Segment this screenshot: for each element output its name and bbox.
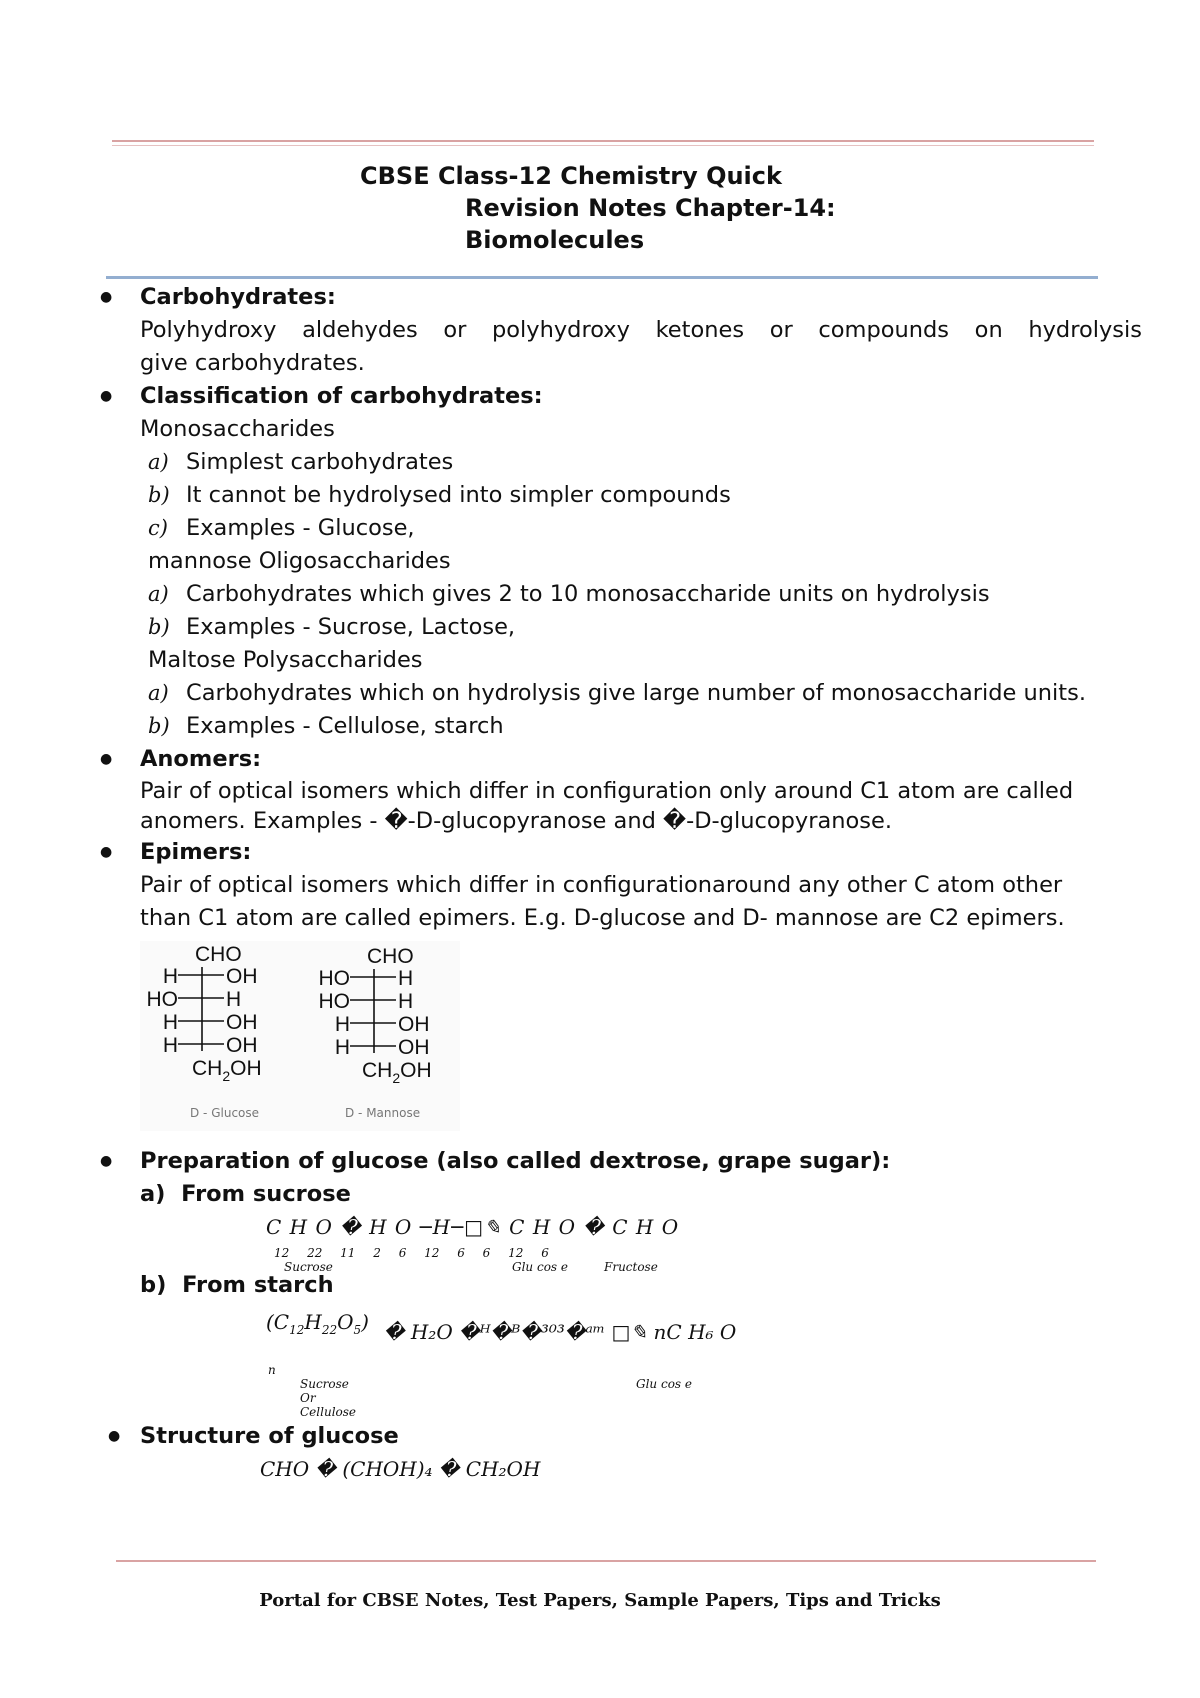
mannose-left-2: HO [318, 990, 350, 1013]
oligosaccharides-title: mannose Oligosaccharides [148, 548, 451, 574]
mannose-left-1: HO [318, 967, 350, 990]
sucrose-equation-formula: C H O � H O ─H─□✎ C H O � C H O [266, 1215, 680, 1239]
epimers-heading: ● Epimers: [140, 839, 252, 865]
monosaccharides-title: Monosaccharides [140, 416, 335, 442]
glucose-caption: D - Glucose [190, 1106, 260, 1120]
epimers-figure [140, 941, 460, 1131]
anomers-heading: ● Anomers: [140, 746, 262, 772]
starch-label-cellulose: Cellulose [300, 1405, 357, 1419]
page-title-line-1: CBSE Class-12 Chemistry Quick [360, 162, 782, 190]
anomers-text-1: Pair of optical isomers which differ in configuration only around C1 atom are called [140, 778, 1074, 804]
starch-formula: $(C_{12}H_{22}O_5)$ [266, 1310, 369, 1337]
preparation-section [98, 1178, 1142, 1420]
page-title-line-2: Revision Notes Chapter-14: [465, 194, 836, 222]
glucose-right-3: OH [226, 1011, 258, 1034]
mannose-right-4: OH [398, 1036, 430, 1059]
section-anomers [98, 743, 1142, 836]
mannose-right-1: H [398, 967, 414, 990]
carbohydrates-text-2: give carbohydrates. [140, 350, 365, 376]
structure-heading: ● Structure of glucose [106, 1420, 1142, 1453]
glucose-bottom: $CH_2OH$ [192, 1057, 262, 1084]
mannose-top: CHO [367, 945, 414, 968]
glucose-left-1: H [162, 965, 178, 988]
footer-text: Portal for CBSE Notes, Test Papers, Sample Papers, Tips and Tricks [259, 1590, 941, 1611]
list-item: b) Examples - Sucrose, Lactose, [148, 614, 516, 640]
notes-body [98, 281, 1142, 1486]
classification-heading: ● Classification of carbohydrates: [140, 383, 543, 409]
carbohydrates-heading: ● Carbohydrates: [140, 284, 336, 310]
glucose-right-2: H [226, 988, 242, 1011]
section-carbohydrates [98, 281, 1142, 380]
starch-n: n [268, 1363, 276, 1377]
sucrose-equation-subscripts: 12 22 11 2 6 12 6 6 12 6 [274, 1246, 549, 1260]
starch-equation-rest: � H₂O �ᴴ�ᴮ�³⁰³�ᵃᵐ □✎ nC H₆ O [384, 1320, 737, 1344]
starch-label-or: Or [300, 1391, 316, 1405]
section-classification [98, 380, 1142, 743]
polysaccharides-title: Maltose Polysaccharides [148, 647, 423, 673]
list-item: c) Examples - Glucose, [148, 515, 415, 541]
structure-formula: CHO � (CHOH)₄ � CH₂OH [260, 1457, 541, 1481]
mannose-right-3: OH [398, 1013, 430, 1036]
preparation-heading: ● Preparation of glucose (also called dextrose, grape sugar): [98, 1145, 1142, 1178]
glucose-top: CHO [195, 943, 242, 966]
page-title-line-3: Biomolecules [465, 226, 645, 254]
glucose-right-4: OH [226, 1034, 258, 1057]
title-rule [106, 276, 1098, 279]
header-rule-thin [112, 145, 1094, 146]
list-item: b) Examples - Cellulose, starch [148, 713, 504, 739]
starch-equation [266, 1302, 1142, 1420]
from-starch-title: b) From starch [140, 1272, 334, 1298]
glucose-left-4: H [162, 1034, 178, 1057]
footer-rule [116, 1560, 1096, 1562]
from-sucrose-title: a) From sucrose [140, 1181, 351, 1207]
mannose-left-3: H [334, 1013, 350, 1036]
anomers-text-2: anomers. Examples - �-D-glucopyranose and �-D-glucopyranose. [140, 808, 892, 834]
sucrose-equation [266, 1211, 1142, 1274]
mannose-caption: D - Mannose [345, 1106, 421, 1120]
starch-label-sucrose: Sucrose [300, 1377, 349, 1391]
section-epimers [98, 836, 1142, 935]
epimers-text-1: Pair of optical isomers which differ in configurationaround any other C atom other [140, 872, 1063, 898]
list-item: a) Simplest carbohydrates [148, 449, 454, 475]
list-item: b) It cannot be hydrolysed into simpler compounds [148, 482, 731, 508]
mannose-left-4: H [334, 1036, 350, 1059]
sucrose-label: Sucrose [284, 1260, 333, 1274]
starch-label-glucose: Glu cos e [636, 1377, 692, 1391]
epimers-text-2: than C1 atom are called epimers. E.g. D-glucose and D- mannose are C2 epimers. [140, 905, 1065, 931]
mannose-bottom: $CH_2OH$ [362, 1059, 432, 1086]
mannose-right-2: H [398, 990, 414, 1013]
glucose-label: Glu cos e [512, 1260, 568, 1274]
fischer-projections [140, 941, 460, 1131]
glucose-left-3: H [162, 1011, 178, 1034]
list-item: a) Carbohydrates which on hydrolysis give large number of monosaccharide units. [148, 680, 1086, 706]
carbohydrates-text: Polyhydroxy aldehydes or polyhydroxy ketones or compounds on hydrolysis [140, 317, 1142, 343]
glucose-left-2: HO [146, 988, 178, 1011]
fructose-label: Fructose [604, 1260, 658, 1274]
list-item: a) Carbohydrates which gives 2 to 10 monosaccharide units on hydrolysis [148, 581, 990, 607]
glucose-right-1: OH [226, 965, 258, 988]
header-rule [112, 140, 1094, 142]
